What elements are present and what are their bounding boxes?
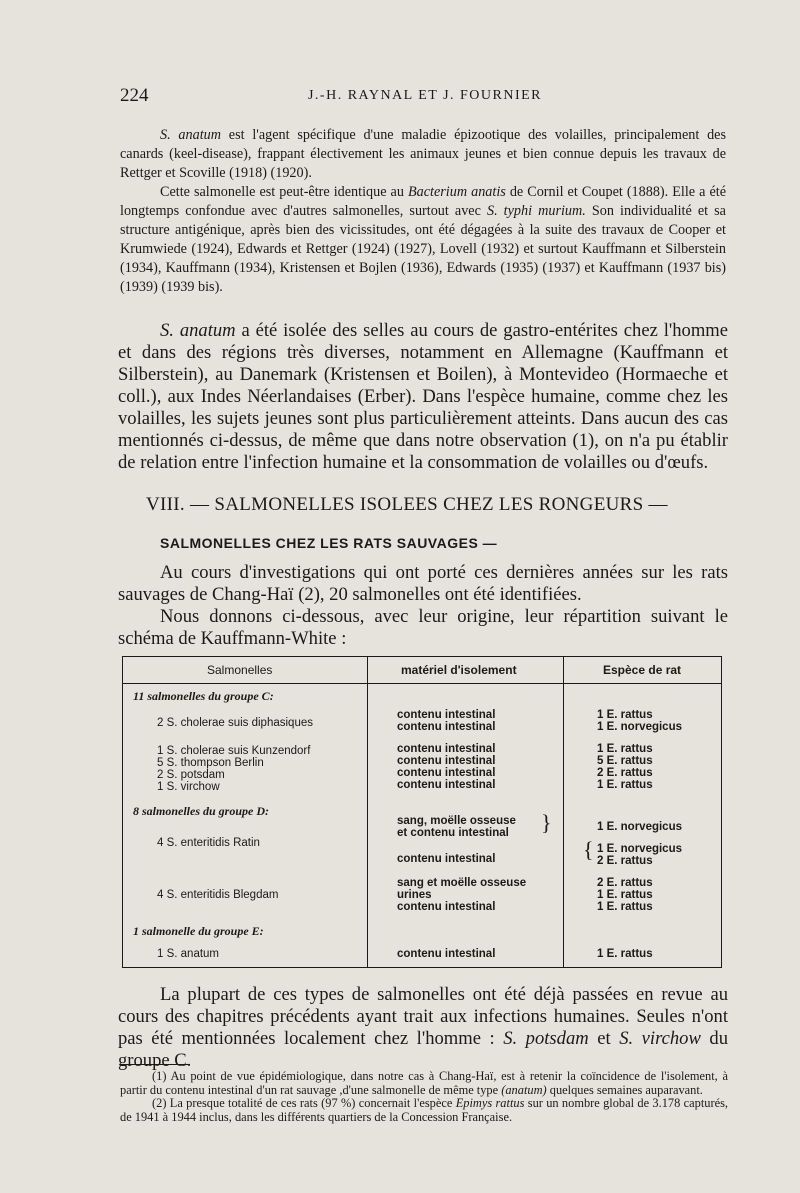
paragraph-text: Dans l'espèce humaine, comme chez les volailles, les sujets jeunes sont plus particulièrement atteints. [118,386,728,429]
brace: } [541,810,552,835]
table-cell: 1 E. rattus [597,901,653,913]
table-cell: contenu intestinal [397,948,496,960]
header-rule [123,683,721,684]
table-cell: 4 S. enteritidis Blegdam [157,889,279,901]
page-header [120,85,730,109]
footnote-text: (2) La presque totalité de ces rats (97 %) concernait l'espèce [152,1096,456,1110]
body-paragraph-3 [118,984,728,1072]
footnote-text: quelques semaines auparavant. [546,1082,703,1097]
table-cell: contenu intestinal [397,743,496,755]
footnote-1 [120,1070,728,1097]
paragraph-text: est l'agent spécifique d'une maladie épizootique des volailles, principalement des canards (keel-disease), frappant électivement les animaux jeunes et bien connue depuis les travaux de Rettger et Scoville (1918) (1920). [120,127,726,181]
table-cell: contenu intestinal [397,779,496,791]
table-cell: sang, moëlle osseuse [397,815,516,827]
table-cell: 1 E. norvegicus [597,721,683,733]
column-header: Espèce de rat [603,663,682,677]
table-cell: 2 S. potsdam [157,769,225,781]
small-print-section [120,126,726,297]
column-divider [367,657,368,967]
table-cell: 1 E. norvegicus [597,821,683,833]
species-name: Bacterium anatis [407,184,506,200]
species-name: S. anatum [160,127,221,143]
table-cell: 2 E. rattus [597,855,653,867]
table-cell: 1 E. rattus [597,709,653,721]
table-cell: urines [397,889,432,901]
species-name: Epimys rattus [455,1096,525,1110]
table-cell: 1 E. rattus [597,948,653,960]
table-cell: 1 E. rattus [597,779,653,791]
table-cell: 1 E. rattus [597,889,653,901]
table-cell: 5 S. thompson Berlin [157,757,264,769]
group-label: 1 salmonelle du groupe E: [133,924,264,938]
table-cell: contenu intestinal [397,853,496,865]
running-head: J.-H. RAYNAL ET J. FOURNIER [307,88,543,103]
species-name: S. virchow [619,1028,701,1049]
table-cell: 1 S. virchow [157,781,220,793]
small-paragraph-1 [120,126,726,183]
table-cell: 1 E. norvegicus [597,843,683,855]
table-cell: 2 E. rattus [597,767,653,779]
small-paragraph-2 [120,183,726,297]
table-cell: 2 E. rattus [597,877,653,889]
page-number: 224 [120,85,149,106]
body-paragraph-1 [118,320,728,474]
footnote-2 [120,1097,728,1124]
body-paragraph-2 [118,562,728,650]
table-cell: 1 E. rattus [597,743,653,755]
group-label: 11 salmonelles du groupe C: [133,689,274,703]
table-cell: 1 S. anatum [157,948,220,960]
table-cell: 5 E. rattus [597,755,653,767]
table-cell: contenu intestinal [397,721,496,733]
column-header: matériel d'isolement [401,663,517,677]
paragraph-text: et [588,1028,620,1049]
table-cell: sang et moëlle osseuse [397,877,527,889]
paragraph-text: de Cornil et Coupet (1888). Elle a été longtemps confondue avec d'autres salmonelles, surtout avec [120,184,726,219]
salmonella-table [122,656,722,968]
paragraph-text: Dans aucun des cas mentionnés ci-dessus, de même que dans notre observation (1), on n'a pu établir de relation entre l'infection humaine et la consommation de volailles ou d'œufs. [118,408,728,473]
paragraph-text: du groupe C. [118,1028,728,1071]
footnote-rule [120,1064,190,1065]
table-cell: contenu intestinal [397,755,496,767]
paragraph-text: Au cours d'investigations qui ont porté ces dernières années sur les rats sauvages de Chang-Haï (2), 20 salmonelles ont été identifiées. [118,562,728,605]
footnote-text: sur un nombre global de 3.178 capturés, de 1941 à 1944 inclus, dans les différents quartiers de la Concession Française. [120,1096,728,1124]
column-divider [563,657,564,967]
sub-heading: SALMONELLES CHEZ LES RATS SAUVAGES — [160,535,498,551]
section-heading: VIII. — SALMONELLES ISOLEES CHEZ LES RONGEURS — [146,494,668,515]
table-cell: 2 S. cholerae suis diphasiques [157,717,313,729]
footnote-text: (1) Au point de vue épidémiologique, dans notre cas à Chang-Haï, est à retenir la coïncidence de l'isolement, à partir du contenu intestinal d'un rat sauvage ,d'une salmonelle de même type [120,1069,728,1097]
footnotes [120,1070,728,1124]
table-cell: contenu intestinal [397,901,496,913]
paragraph-text: La plupart de ces types de salmonelles ont été déjà passées en revue au cours des chapitres précédents ayant trait aux infections humaines. Seules n'ont pas été mentionnées localement chez l'homme : [118,984,728,1049]
table-cell: 4 S. enteritidis Ratin [157,837,260,849]
brace: { [583,837,594,862]
table-cell: contenu intestinal [397,767,496,779]
paragraph-text: a été isolée des selles au cours de gastro-entérites chez l'homme et dans des régions très diverses, notamment en Allemagne (Kauffmann et Silberstein), au Danemark (Kristensen et Boilen), à Montevideo (Hormaeche et coll.), aux Indes Néerlandaises (Erber). [118,320,728,407]
species-name: (anatum) [501,1082,547,1097]
table-cell: 1 S. cholerae suis Kunzendorf [157,745,311,757]
paragraph-text: Cette salmonelle est peut-être identique au [160,184,408,200]
paragraph-text: Nous donnons ci-dessous, avec leur origine, leur répartition suivant le schéma de Kauffmann-White : [118,606,728,649]
paragraph-text: Son individualité et sa structure antigénique, après bien des vicissitudes, ont été dégagées à la suite des travaux de Cooper et Krumwiede (1924), Edwards et Rettger (1924) (1927), Lovell (1932) et surtout Kauffmann et Silberstein (1934), Kauffmann (1934), Kristensen et Bojlen (1936), Edwards (1935) (1937) et Kauffmann (1937 bis) (1939) (1939 bis). [120,203,726,295]
table-cell: et contenu intestinal [397,827,509,839]
species-name: S. potsdam [503,1028,589,1049]
group-label: 8 salmonelles du groupe D: [133,804,270,818]
column-header: Salmonelles [207,663,273,677]
species-name: S. anatum [160,320,236,341]
table-cell: contenu intestinal [397,709,496,721]
species-name: S. typhi murium. [486,203,586,219]
